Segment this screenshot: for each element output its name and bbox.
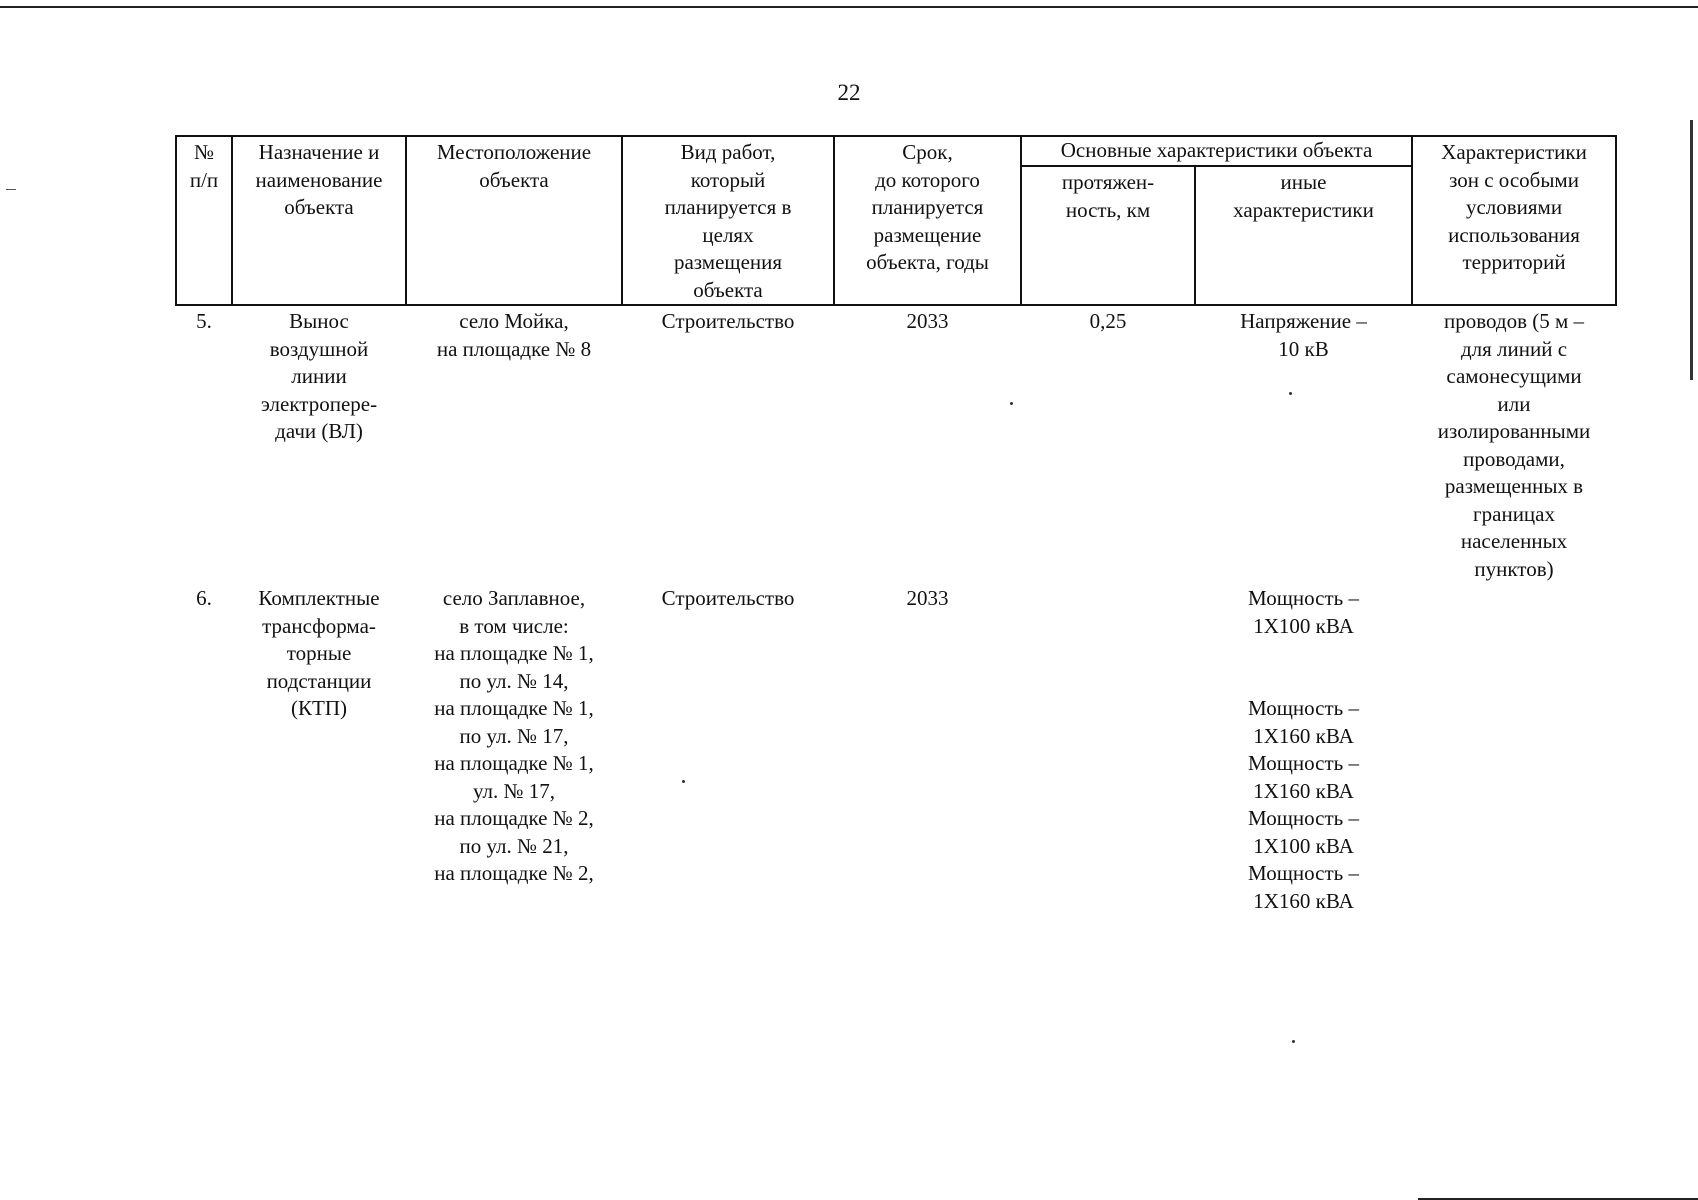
row-work-type: Строительство (661, 586, 795, 610)
row-purpose: Комплектные трансформа- торные подстанции (КТП) (258, 586, 380, 720)
row-number: 5. (196, 309, 212, 333)
row-number: 6. (196, 586, 212, 610)
table-row (176, 583, 1616, 915)
row-length (1021, 583, 1195, 915)
header-location: Местоположение объекта (406, 136, 622, 305)
page-number: 22 (837, 80, 861, 105)
scan-border-top (0, 6, 1698, 8)
row-zone-characteristics (1412, 583, 1616, 915)
scan-mark-left (6, 189, 16, 190)
header-zone-characteristics: Характеристики зон с особыми условиями использования территорий (1412, 136, 1616, 305)
objects-table (175, 135, 1617, 915)
header-main-characteristics: Основные характеристики объекта (1021, 136, 1412, 166)
row-location: село Мойка, на площадке № 8 (436, 309, 592, 361)
header-purpose: Назначение и наименование объекта (232, 136, 406, 305)
row-location: село Заплавное, в том числе: на площадке № 1, по ул. № 14, на площадке № 1, по ул. № 17, на площадке № 1, ул. № 17, на площадке № 2, по ул. № 21, на площадке № 2, (434, 586, 594, 885)
header-other-characteristics: иные характеристики (1195, 166, 1412, 305)
header-number: № п/п (176, 136, 232, 305)
row-other-characteristics: Мощность – 1Х100 кВА Мощность – 1Х160 кВА Мощность – 1Х160 кВА Мощность – 1Х100 кВА Мощность – 1Х160 кВА (1248, 586, 1359, 913)
row-other-characteristics: Напряжение – 10 кВ (1240, 309, 1367, 361)
row-purpose: Вынос воздушной линии электропере- дачи (ВЛ) (260, 309, 378, 443)
row-length: 0,25 (1089, 309, 1127, 333)
scan-speck (1292, 1040, 1295, 1043)
table-row (176, 305, 1616, 583)
row-deadline: 2033 (906, 309, 949, 333)
row-work-type: Строительство (661, 309, 795, 333)
scan-border-right (1690, 120, 1693, 380)
header-length: протяжен- ность, км (1021, 166, 1195, 305)
header-deadline: Срок, до которого планируется размещение объекта, годы (834, 136, 1021, 305)
row-zone-characteristics: проводов (5 м – для линий с самонесущими или изолированными проводами, размещенных в границах населенных пунктов) (1437, 309, 1591, 581)
row-deadline: 2033 (906, 586, 949, 610)
header-work-type: Вид работ, который планируется в целях размещения объекта (622, 136, 834, 305)
